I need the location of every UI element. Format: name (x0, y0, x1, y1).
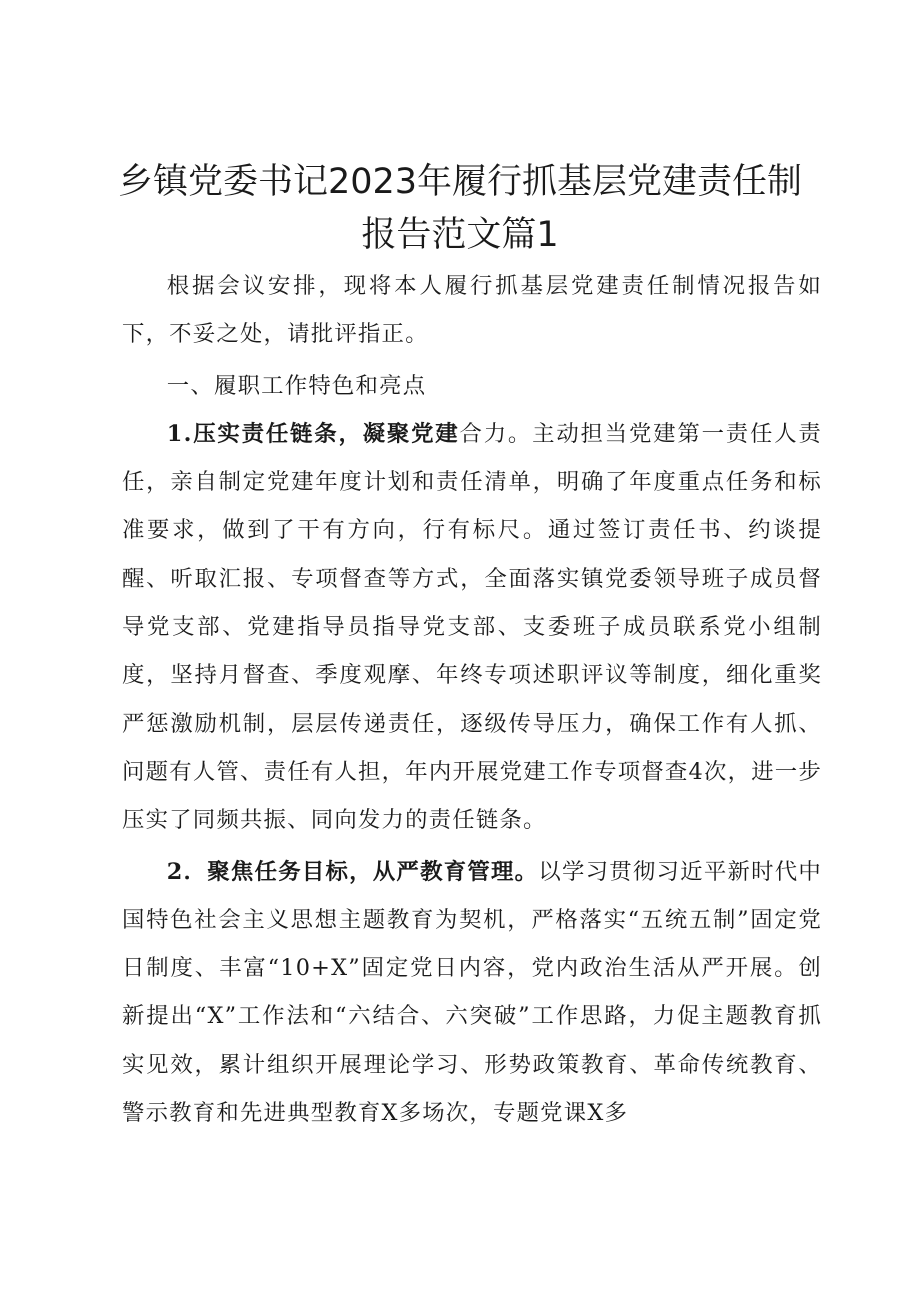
item-2-body: 以学习贯彻习近平新时代中国特色社会主义思想主题教育为契机，严格落实“五统五制”固定党日制度、丰富“10+X”固定党日内容，党内政治生活从严开展。创新提出“X”工作法和“六结合、六突破”工作思路，力促主题教育抓实见效，累计组织开展理论学习、形势政策教育、革命传统教育、警示教育和先进典型教育X多场次，专题党课X多 (122, 858, 822, 1127)
document-title-line-1: 乡镇党委书记2023年履行抓基层党建责任制 (117, 162, 803, 202)
item-1-body: 合力。主动担当党建第一责任人责任，亲自制定党建年度计划和责任清单，明确了年度重点任务和标准要求，做到了干有方向，行有标尺。通过签订责任书、约谈提醒、听取汇报、专项督查等方式，全面落实镇党委领导班子成员督导党支部、党建指导员指导党支部、支委班子成员联系党小组制度，坚持月督查、季度观摩、年终专项述职评议等制度，细化重奖严惩激励机制，层层传递责任，逐级传导压力，确保工作有人抓、问题有人管、责任有人担，年内开展党建工作专项督查4次，进一步压实了同频共振、同向发力的责任链条。 (122, 420, 822, 834)
item-1-lead: 1.压实责任链条，凝聚党建 (166, 420, 460, 447)
intro-paragraph: 根据会议安排，现将本人履行抓基层党建责任制情况报告如下，不妥之处，请批评指正。 (122, 273, 822, 348)
document-title-line-2: 报告范文篇1 (361, 215, 559, 255)
document-body (122, 262, 822, 1137)
item-1-paragraph (122, 410, 822, 845)
item-2-lead: 2．聚焦任务目标，从严教育管理。 (166, 858, 539, 885)
section-heading: 一、履职工作特色和亮点 (166, 372, 427, 399)
item-2-paragraph (122, 848, 822, 1138)
